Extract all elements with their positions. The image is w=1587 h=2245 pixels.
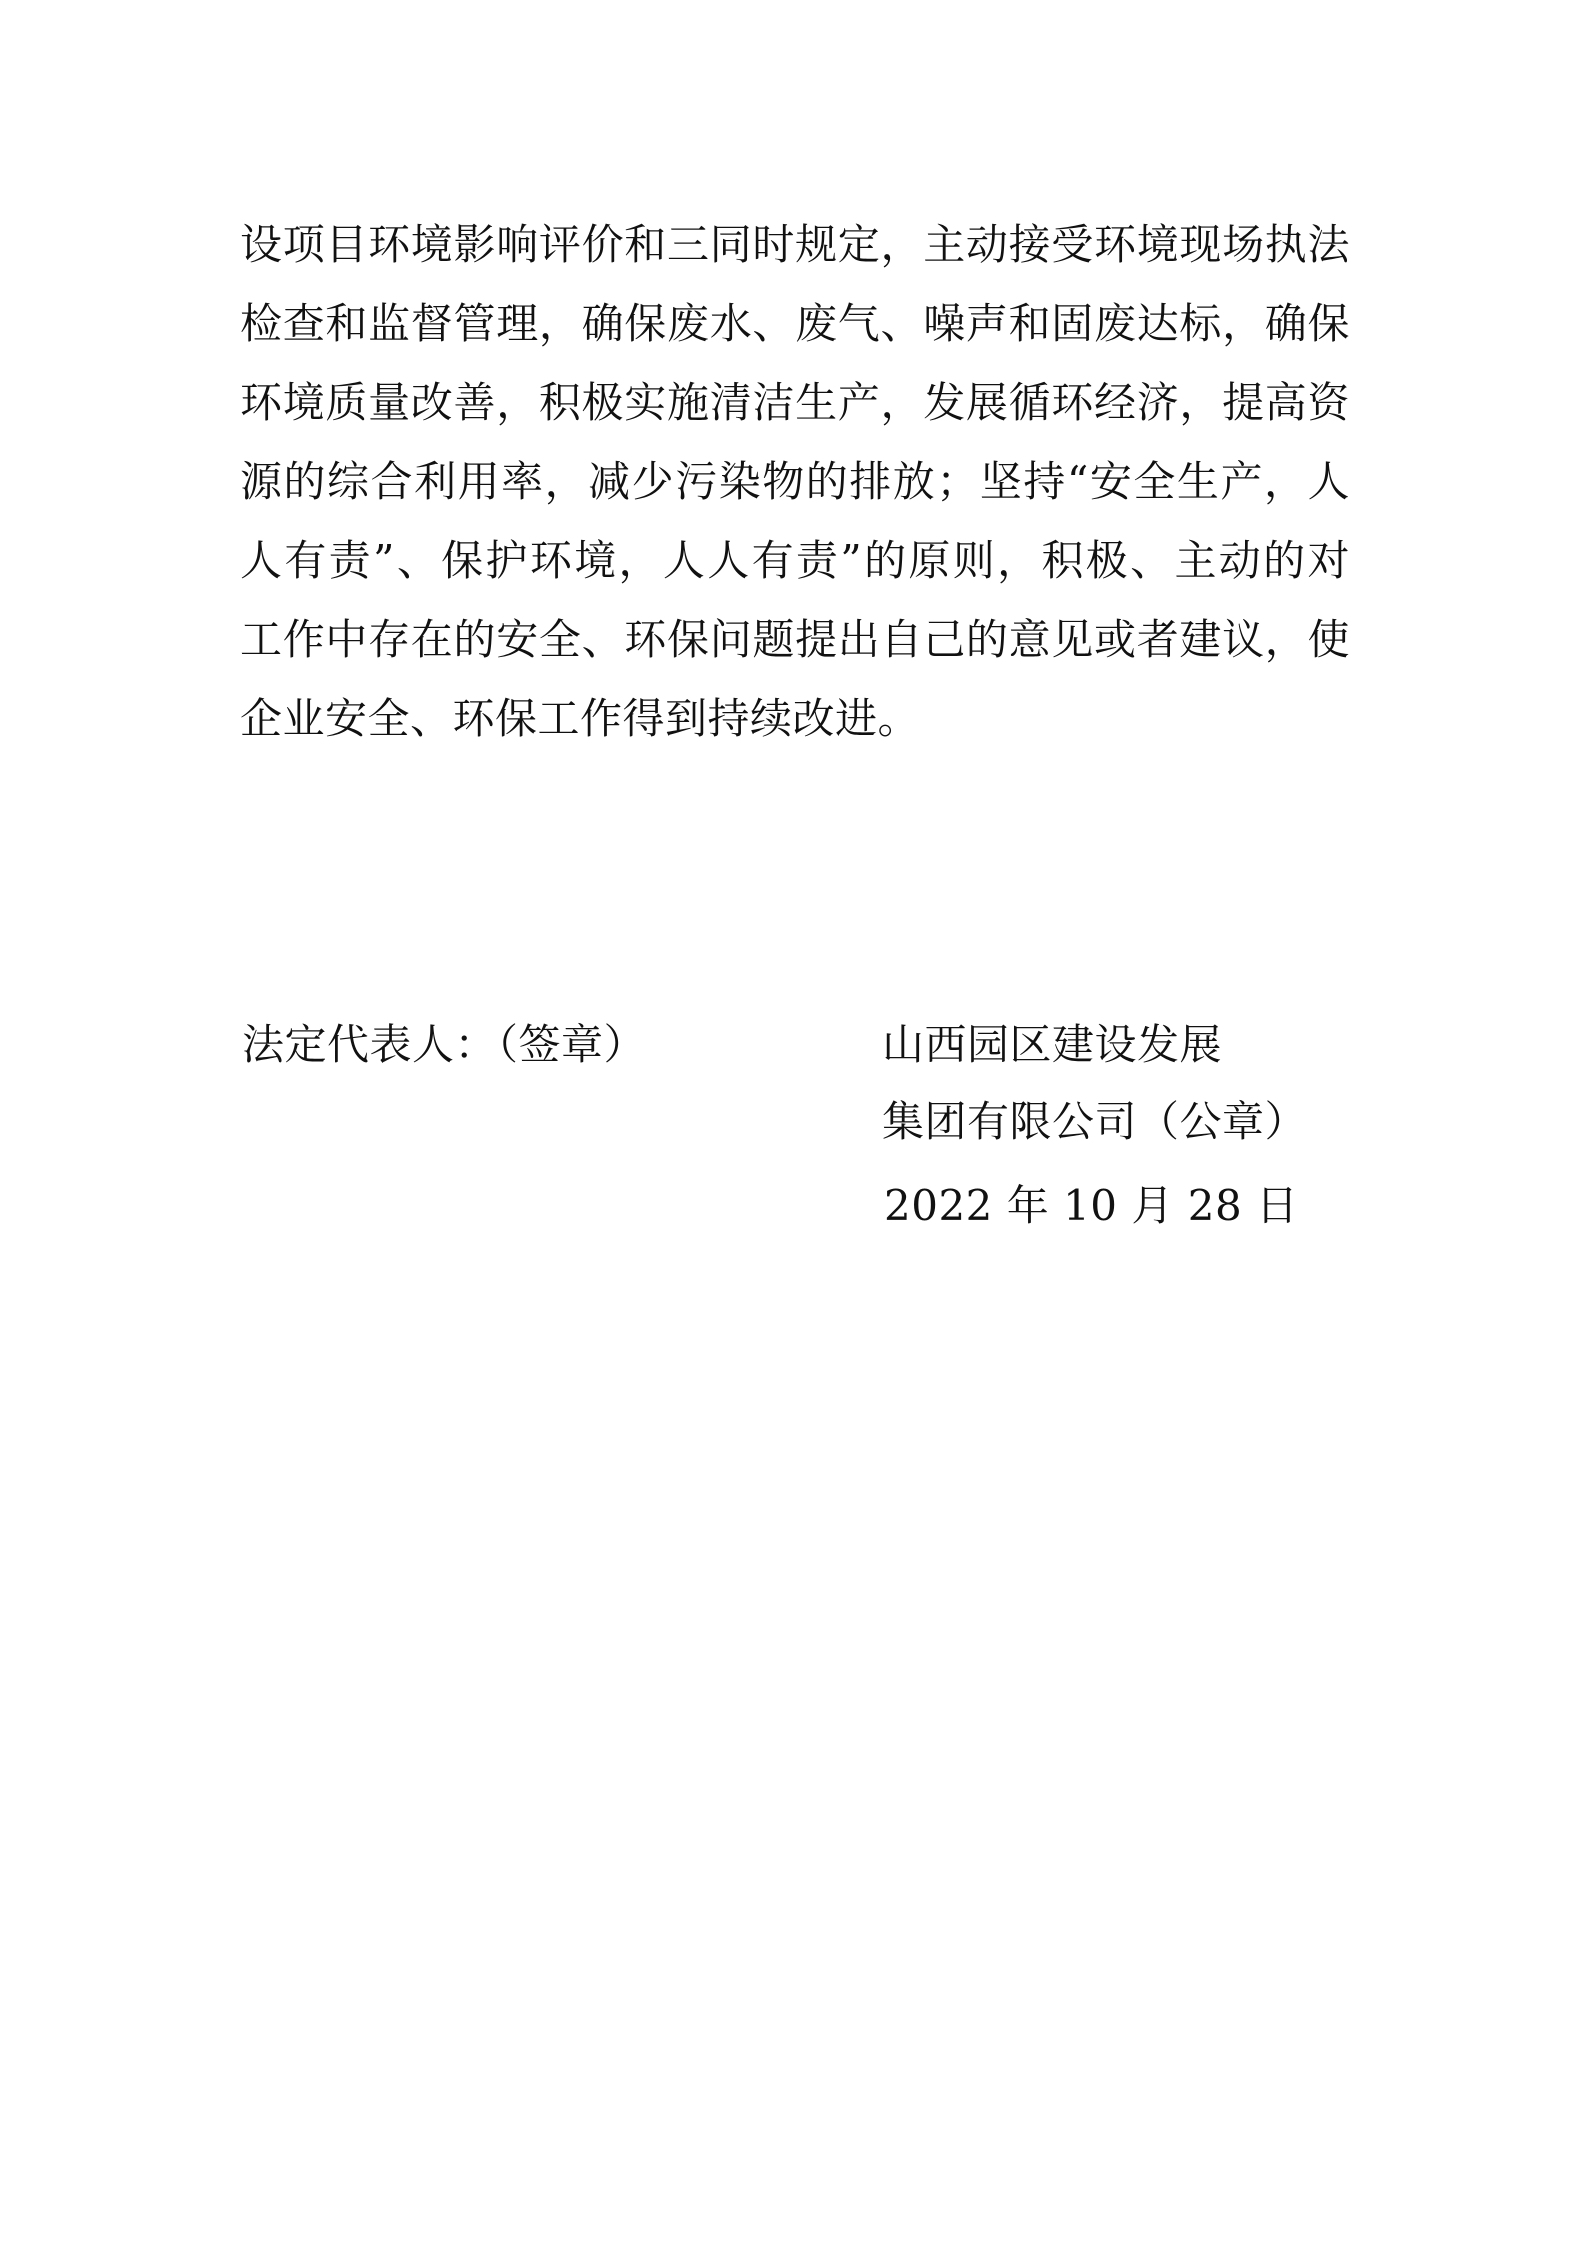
paragraph-line-3: 环境质量改善，积极实施清洁生产，发展循环经济，提高资: [240, 378, 1350, 427]
legal-representative-label: 法定代表人：（签章）: [242, 1020, 647, 1069]
company-name-line2: 集团有限公司（公章）: [882, 1097, 1308, 1146]
paragraph-line-4: 源的综合利用率，减少污染物的排放；坚持“安全生产，人: [240, 457, 1350, 506]
paragraph-line-6: 工作中存在的安全、环保问题提出自己的意见或者建议，使: [240, 615, 1350, 664]
paragraph-line-5: 人有责”、保护环境，人人有责”的原则，积极、主动的对: [240, 536, 1350, 585]
signature-date: 2022 年 10 月 28 日: [884, 1181, 1299, 1230]
paragraph-body: [240, 205, 1350, 758]
paragraph-line-2: 检查和监督管理，确保废水、废气、噪声和固废达标，确保: [240, 299, 1350, 348]
company-name-line1: 山西园区建设发展: [882, 1020, 1223, 1069]
paragraph-line-7: 企业安全、环保工作得到持续改进。: [240, 694, 921, 743]
paragraph-line-1: 设项目环境影响评价和三同时规定，主动接受环境现场执法: [240, 220, 1350, 269]
